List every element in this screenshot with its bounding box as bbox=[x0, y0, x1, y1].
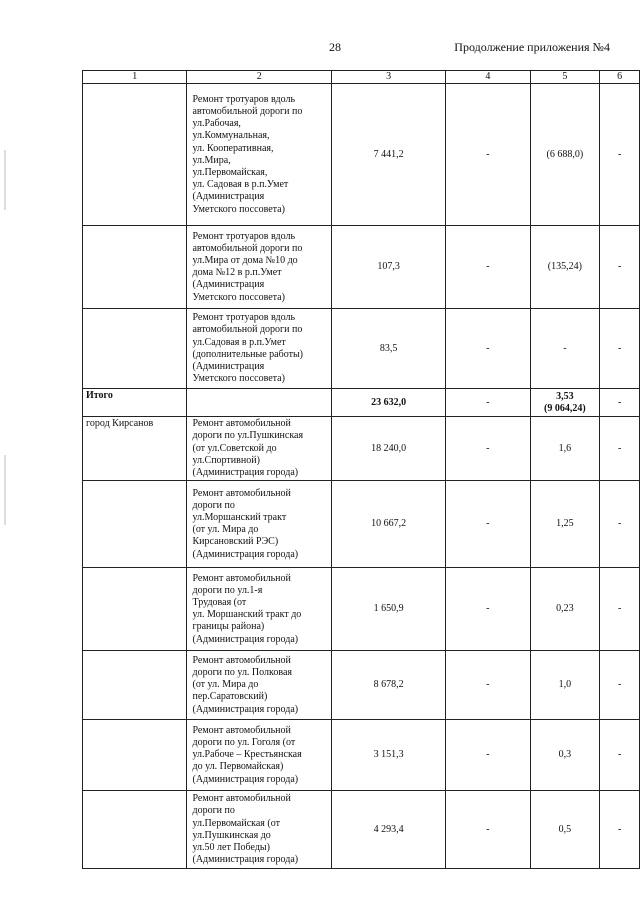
scan-edge-mark bbox=[4, 455, 6, 525]
work-description-cell bbox=[187, 651, 331, 720]
description-line: (от ул. Мира до bbox=[192, 524, 259, 536]
value-cell-6 bbox=[600, 651, 640, 720]
work-description-cell bbox=[187, 389, 331, 417]
header-row bbox=[83, 71, 640, 84]
value-text: (9 064,24) bbox=[544, 402, 586, 414]
description-line: Ремонт тротуаров вдоль bbox=[192, 93, 296, 105]
municipality-cell bbox=[83, 720, 187, 791]
value-text: 23 632,0 bbox=[371, 396, 407, 408]
page-number: 28 bbox=[329, 40, 341, 54]
total-label: Итого bbox=[83, 389, 187, 417]
description-line: дороги по ул. Гоголя (от bbox=[192, 736, 296, 748]
value-cell-5 bbox=[530, 651, 600, 720]
work-description-cell bbox=[187, 417, 331, 481]
description-line: Ремонт автомобильной bbox=[192, 724, 291, 736]
description-line: (от ул. Мира до bbox=[192, 679, 259, 691]
value-text: 3 151,3 bbox=[373, 749, 404, 761]
description-line: ул.Садовая в р.п.Умет bbox=[192, 336, 286, 348]
table-row bbox=[83, 226, 640, 309]
description-line: (Администрация города) bbox=[192, 633, 299, 645]
value-cell-3 bbox=[331, 568, 445, 651]
municipality-cell: город Кирсанов bbox=[83, 417, 187, 481]
description-line: Ремонт тротуаров вдоль bbox=[192, 230, 296, 242]
work-description-cell bbox=[187, 720, 331, 791]
work-description-cell bbox=[187, 84, 331, 226]
value-cell-4 bbox=[446, 720, 530, 791]
description-line: Ремонт автомобильной bbox=[192, 418, 291, 430]
description-line: ул. Кооперативная, bbox=[192, 142, 274, 154]
table-row bbox=[83, 84, 640, 226]
description-line: дороги по bbox=[192, 805, 235, 817]
description-line: автомобильной дороги по bbox=[192, 242, 303, 254]
description-line: ул.Мира, bbox=[192, 154, 231, 166]
value-cell-6 bbox=[600, 226, 640, 309]
value-text: - bbox=[617, 679, 622, 691]
description-line: пер.Саратовский) bbox=[192, 691, 268, 703]
description-line: (Администрация города) bbox=[192, 773, 299, 785]
description-line: (дополнительные работы) bbox=[192, 348, 303, 360]
work-description-cell bbox=[187, 791, 331, 869]
value-text: (6 688,0) bbox=[546, 148, 584, 160]
value-text: - bbox=[486, 148, 490, 160]
value-cell-3 bbox=[331, 84, 445, 226]
value-text: 18 240,0 bbox=[371, 442, 407, 454]
value-cell-3 bbox=[331, 417, 445, 481]
value-cell-4 bbox=[446, 481, 530, 568]
value-text: - bbox=[617, 823, 622, 835]
work-description-cell bbox=[187, 309, 331, 389]
value-cell-3 bbox=[331, 309, 445, 389]
value-text: - bbox=[486, 518, 490, 530]
value-cell-5 bbox=[530, 226, 600, 309]
value-cell-5 bbox=[530, 84, 600, 226]
description-line: ул. Садовая в р.п.Умет bbox=[192, 179, 289, 191]
column-header-3: 3 bbox=[331, 71, 445, 84]
value-text: 3,53 bbox=[556, 390, 574, 402]
value-cell-4 bbox=[446, 417, 530, 481]
value-text: 1 650,9 bbox=[373, 603, 404, 615]
description-line: Ремонт автомобильной bbox=[192, 487, 291, 499]
municipality-cell bbox=[83, 791, 187, 869]
municipality-cell bbox=[83, 651, 187, 720]
total-row bbox=[83, 389, 640, 417]
description-line: Кирсановский РЭС) bbox=[192, 536, 279, 548]
value-text: (135,24) bbox=[547, 261, 582, 273]
description-line: ул.Рабоче – Крестьянская bbox=[192, 749, 302, 761]
value-cell-3 bbox=[331, 481, 445, 568]
value-cell-6 bbox=[600, 791, 640, 869]
description-line: (Администрация города) bbox=[192, 467, 299, 479]
value-cell-5 bbox=[530, 309, 600, 389]
description-line: до ул. Первомайская) bbox=[192, 761, 284, 773]
value-text: 107,3 bbox=[377, 261, 400, 273]
value-text: 10 667,2 bbox=[371, 518, 407, 530]
value-cell-3 bbox=[331, 651, 445, 720]
description-line: ул. Моршанский тракт до bbox=[192, 609, 302, 621]
description-line: Ремонт автомобильной bbox=[192, 793, 291, 805]
value-cell-6 bbox=[600, 568, 640, 651]
value-text: - bbox=[486, 603, 490, 615]
column-header-2: 2 bbox=[187, 71, 331, 84]
value-cell-4 bbox=[446, 651, 530, 720]
description-line: дороги по ул.1-я bbox=[192, 584, 263, 596]
value-text: - bbox=[617, 342, 622, 354]
value-cell-4 bbox=[446, 309, 530, 389]
value-text: - bbox=[486, 261, 490, 273]
work-description-cell bbox=[187, 481, 331, 568]
value-cell-4 bbox=[446, 568, 530, 651]
value-cell-5 bbox=[530, 417, 600, 481]
description-line: (от ул.Советской до bbox=[192, 442, 277, 454]
description-line: Ремонт автомобильной bbox=[192, 654, 291, 666]
value-cell-3 bbox=[331, 226, 445, 309]
description-line: ул.Мира от дома №10 до bbox=[192, 255, 298, 266]
description-line: ул.Моршанский тракт bbox=[192, 512, 287, 524]
description-line: автомобильной дороги по bbox=[192, 324, 303, 336]
description-line: ул.Пушкинская до bbox=[192, 829, 271, 841]
description-line: Уметского поссовета) bbox=[192, 203, 285, 215]
value-text: 83,5 bbox=[379, 342, 398, 354]
value-cell-5 bbox=[530, 791, 600, 869]
description-line: дома №12 в р.п.Умет bbox=[192, 267, 282, 279]
table-body bbox=[83, 84, 640, 869]
value-text: - bbox=[617, 518, 622, 530]
work-description-cell bbox=[187, 568, 331, 651]
value-text: - bbox=[486, 396, 490, 408]
description-line: (Администрация bbox=[192, 191, 265, 203]
value-cell-4 bbox=[446, 84, 530, 226]
table-header bbox=[83, 71, 640, 84]
value-cell-6 bbox=[600, 389, 640, 417]
value-text: - bbox=[486, 679, 490, 691]
value-cell-5 bbox=[530, 720, 600, 791]
value-cell-4 bbox=[446, 226, 530, 309]
value-text: - bbox=[617, 396, 622, 408]
value-cell-6 bbox=[600, 720, 640, 791]
value-cell-3 bbox=[331, 720, 445, 791]
municipality-cell bbox=[83, 568, 187, 651]
value-cell-5 bbox=[530, 481, 600, 568]
value-text: 7 441,2 bbox=[373, 148, 404, 160]
description-line: ул.Спортивной) bbox=[192, 454, 260, 466]
value-cell-6 bbox=[600, 84, 640, 226]
value-cell-6 bbox=[600, 481, 640, 568]
value-text: - bbox=[563, 342, 567, 354]
value-text: 4 293,4 bbox=[373, 823, 404, 835]
value-text: - bbox=[486, 823, 490, 835]
municipality-cell bbox=[83, 309, 187, 389]
description-line: ул.50 лет Победы) bbox=[192, 841, 270, 853]
continuation-label: Продолжение приложения №4 bbox=[454, 40, 610, 54]
value-text: - bbox=[617, 148, 622, 160]
description-line: Уметского поссовета) bbox=[192, 373, 285, 385]
column-header-4: 4 bbox=[446, 71, 530, 84]
description-line: ул.Первомайская (от bbox=[192, 817, 280, 829]
description-line: (Администрация города) bbox=[192, 854, 299, 866]
value-cell-3 bbox=[331, 389, 445, 417]
value-text: 0,3 bbox=[558, 749, 572, 761]
description-line: (Администрация bbox=[192, 279, 265, 291]
value-text: - bbox=[617, 749, 622, 761]
description-line: дороги по ул. Полковая bbox=[192, 666, 292, 678]
column-header-6: 6 bbox=[600, 71, 640, 84]
column-header-5: 5 bbox=[530, 71, 600, 84]
description-line: (Администрация города) bbox=[192, 548, 299, 560]
value-cell-5 bbox=[530, 389, 600, 417]
value-cell-4 bbox=[446, 791, 530, 869]
description-line: Уметского поссовета) bbox=[192, 291, 285, 303]
table-row bbox=[83, 417, 640, 481]
description-line: (Администрация города) bbox=[192, 703, 299, 715]
work-description-cell bbox=[187, 226, 331, 309]
description-line: автомобильной дороги по bbox=[192, 105, 303, 117]
description-line: ул.Рабочая, bbox=[192, 118, 241, 130]
description-line: ул.Коммунальная, bbox=[192, 130, 270, 142]
value-text: - bbox=[617, 261, 622, 273]
table-row bbox=[83, 568, 640, 651]
table-row bbox=[83, 481, 640, 568]
description-line: Трудовая (от bbox=[192, 597, 247, 609]
value-text: 1,6 bbox=[558, 442, 572, 454]
municipality-cell bbox=[83, 481, 187, 568]
description-line: границы района) bbox=[192, 621, 265, 633]
value-text: 0,5 bbox=[558, 823, 572, 835]
value-text: - bbox=[617, 442, 622, 454]
value-cell-4 bbox=[446, 389, 530, 417]
column-header-1: 1 bbox=[83, 71, 187, 84]
value-cell-5 bbox=[530, 568, 600, 651]
description-line: ул.Первомайская, bbox=[192, 166, 268, 178]
description-line: Ремонт тротуаров вдоль bbox=[192, 312, 296, 324]
value-cell-3 bbox=[331, 791, 445, 869]
value-text: - bbox=[486, 749, 490, 761]
value-text: - bbox=[486, 442, 490, 454]
value-text: 1,0 bbox=[558, 679, 572, 691]
value-text: 0,23 bbox=[556, 603, 574, 615]
value-text: - bbox=[486, 342, 490, 354]
value-text: - bbox=[617, 603, 622, 615]
description-line: дороги по ул.Пушкинская bbox=[192, 430, 304, 442]
municipality-cell bbox=[83, 226, 187, 309]
municipality-cell bbox=[83, 84, 187, 226]
value-cell-6 bbox=[600, 417, 640, 481]
table-row bbox=[83, 791, 640, 869]
description-line: (Администрация bbox=[192, 360, 265, 372]
table-row bbox=[83, 720, 640, 791]
value-text: 8 678,2 bbox=[373, 679, 404, 691]
scan-edge-mark bbox=[4, 150, 6, 210]
description-line: дороги по bbox=[192, 499, 235, 511]
data-table bbox=[82, 70, 640, 869]
value-text: 1,25 bbox=[556, 518, 574, 530]
description-line: Ремонт автомобильной bbox=[192, 572, 291, 584]
table-row bbox=[83, 309, 640, 389]
value-cell-6 bbox=[600, 309, 640, 389]
table-row bbox=[83, 651, 640, 720]
